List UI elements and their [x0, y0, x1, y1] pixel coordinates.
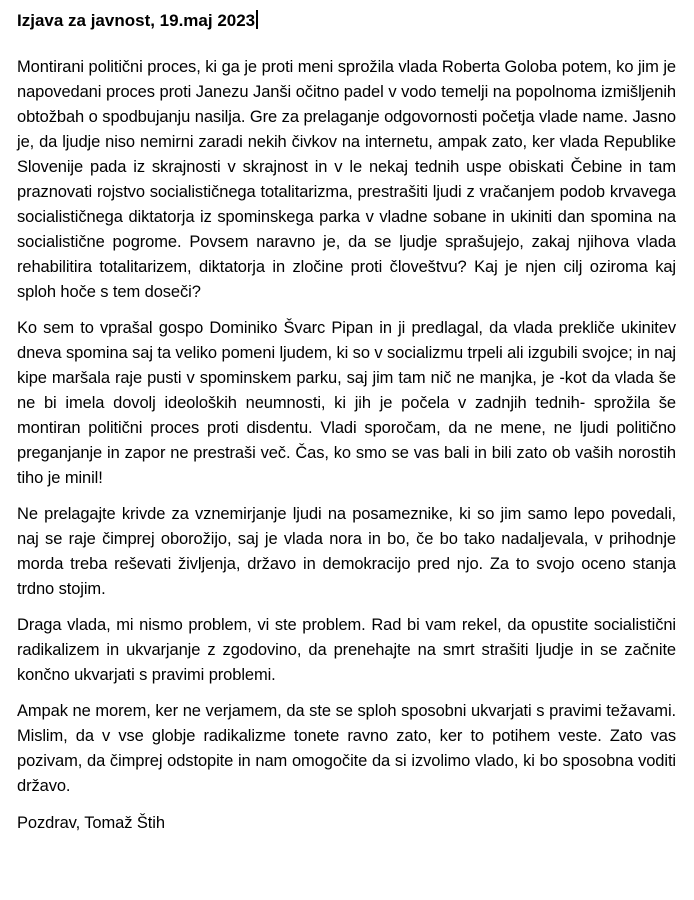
signature-line[interactable]: Pozdrav, Tomaž Štih	[17, 814, 165, 832]
paragraph-1[interactable]: Montirani politični proces, ki ga je proti meni sprožila vlada Roberta Goloba potem, ko jim je napovedani proces proti Janezu Janši očitno padel v vodo temelji na popolnoma izmišljenih obtožbah o spodbujanju nasilja. Gre za prelaganje odgovornosti početja vlade name. Jasno je, da ljudje niso nemirni zaradi nekih čivkov na internetu, ampak zato, ker vlada Republike Slovenije pada iz skrajnosti v skrajnost in v le nekaj tednih uspe obiskati Čebine in tam praznovati rojstvo socialističnega totalitarizma, prestrašiti ljudi z vračanjem podob krvavega socialističnega diktatorja iz spominskega parka v vladne sobane in ukiniti dan spomina na socialistične pogrome. Povsem naravno je, da se ljudje sprašujejo, zakaj njihova vlada rehabilitira totalitarizem, diktatorja in zločine proti človeštvu? Kaj je njen cilj oziroma kaj sploh hoče s tem doseči?	[17, 58, 676, 301]
paragraph-4[interactable]: Draga vlada, mi nismo problem, vi ste problem. Rad bi vam rekel, da opustite socialistični radikalizem in ukvarjanje z zgodovino, da prenehajte na smrt strašiti ljudje in se začnite končno ukvarjati s pravimi problemi.	[17, 616, 676, 684]
text-cursor	[256, 10, 258, 29]
paragraph-3[interactable]: Ne prelagajte krivde za vznemirjanje ljudi na posameznike, ki so jim samo lepo povedali, naj se raje čimprej oborožijo, saj je vlada nora in bo, če bo tako nadaljevala, v prihodnje morda treba reševati življenja, državo in demokracijo pred njo. Za to svojo oceno stanja trdno stojim.	[17, 505, 676, 598]
document-title-text: Izjava za javnost, 19.maj 2023	[17, 11, 256, 30]
paragraph-2[interactable]: Ko sem to vprašal gospo Dominiko Švarc Pipan in ji predlagal, da vlada prekliče ukinitev dneva spomina saj ta veliko pomeni ljudem, ki so v socializmu trpeli ali izgubili svojce; in naj kipe maršala raje pusti v spominskem parku, saj jim tam nič ne manjka, je -kot da vlada še ne bi imela dovolj ideoloških neumnosti, ki jih je počela v zadnjih tednih- sprožila še montiran politični proces proti disdentu. Vladi sporočam, da ne mene, ne ljudi politično preganjanje in zapor ne prestraši več. Čas, ko smo se vas bali in bili zato ob vaših norostih tiho je minil!	[17, 319, 676, 487]
document-title[interactable]	[17, 9, 676, 33]
paragraph-5[interactable]: Ampak ne morem, ker ne verjamem, da ste se sploh sposobni ukvarjati s pravimi težavami. Mislim, da v vse globje radikalizme tonete ravno zato, ker to potihem veste. Zato vas pozivam, da čimprej odstopite in nam omogočite da si izvolimo vlado, ki bo sposobna voditi državo.	[17, 702, 676, 795]
